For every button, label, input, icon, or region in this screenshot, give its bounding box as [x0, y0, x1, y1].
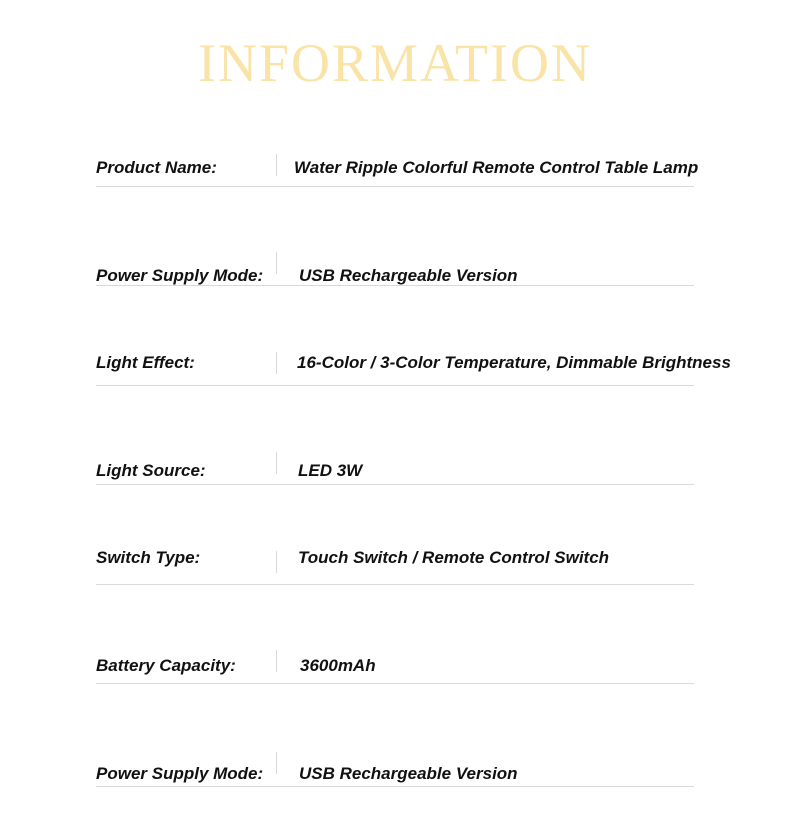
page-title: INFORMATION — [197, 33, 592, 93]
info-row-light-source — [96, 450, 790, 490]
row-value: 16-Color / 3-Color Temperature, Dimmable Brightness — [297, 353, 731, 372]
row-separator — [96, 285, 694, 286]
row-label: Light Effect: — [96, 353, 195, 372]
row-label: Battery Capacity: — [96, 656, 236, 675]
info-row-switch-type — [96, 540, 790, 580]
row-divider — [276, 752, 277, 774]
row-separator — [96, 186, 694, 187]
row-divider — [276, 551, 277, 573]
info-row-product-name — [96, 150, 790, 190]
row-value: LED 3W — [298, 461, 363, 480]
row-divider — [276, 352, 277, 374]
row-separator — [96, 484, 694, 485]
row-separator — [96, 584, 694, 585]
row-label: Power Supply Mode: — [96, 266, 264, 285]
row-separator — [96, 683, 694, 684]
row-divider — [276, 452, 277, 474]
row-value: USB Rechargeable Version — [299, 764, 518, 783]
info-row-battery-capacity — [96, 648, 790, 688]
row-separator — [96, 786, 694, 787]
row-divider — [276, 252, 277, 274]
info-row-power-supply-mode — [96, 250, 790, 290]
row-value: Water Ripple Colorful Remote Control Table Lamp — [294, 158, 699, 177]
row-value: USB Rechargeable Version — [299, 266, 518, 285]
row-divider — [276, 154, 277, 176]
row-label: Power Supply Mode: — [96, 764, 264, 783]
row-value: 3600mAh — [300, 656, 376, 675]
row-value: Touch Switch / Remote Control Switch — [298, 548, 610, 567]
row-separator — [96, 385, 694, 386]
row-label: Switch Type: — [96, 548, 201, 567]
row-label: Light Source: — [96, 461, 206, 480]
info-row-light-effect — [96, 345, 790, 385]
info-row-power-supply-mode-2 — [96, 752, 790, 792]
row-divider — [276, 650, 277, 672]
row-label: Product Name: — [96, 158, 217, 177]
